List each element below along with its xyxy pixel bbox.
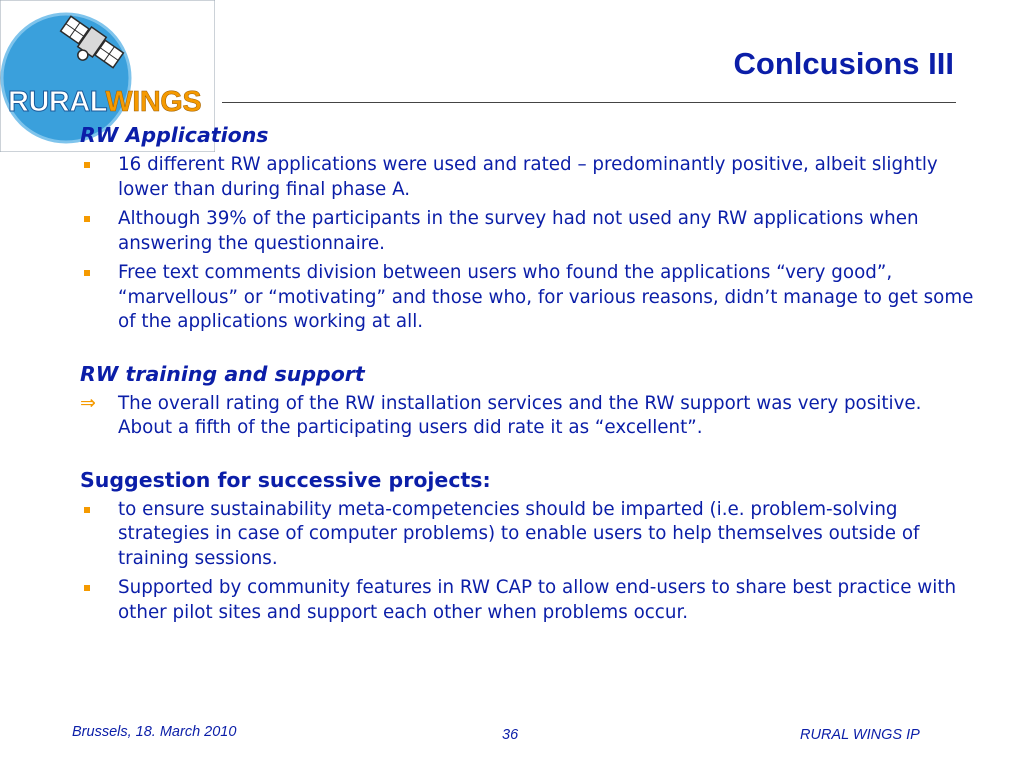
training-list xyxy=(80,392,980,441)
list-item xyxy=(80,392,980,441)
logo-text-rural: RURAL xyxy=(8,86,106,118)
page-title: Conlcusions III xyxy=(733,46,954,81)
square-bullet-icon xyxy=(84,507,90,513)
logo-text-wings: WINGS xyxy=(105,86,202,118)
spacer xyxy=(80,340,980,360)
section-heading-training: RW training and support xyxy=(80,361,365,386)
list-item xyxy=(80,153,980,202)
arrow-bullet-icon: ⇒ xyxy=(80,391,96,414)
suggestion-list xyxy=(80,498,980,626)
section-heading-applications: RW Applications xyxy=(80,123,269,147)
square-bullet-icon xyxy=(84,585,90,591)
list-item-text: to ensure sustainability meta-competencies should be imparted (i.e. problem-solving strategies in case of computer problems) to enable users to help themselves outside of training sessions. xyxy=(118,498,920,569)
list-item-text: Free text comments division between users who found the applications “very good”, “marvellous” or “motivating” and those who, for various reasons, didn’t manage to get some of the applications working at all. xyxy=(118,262,974,332)
spacer xyxy=(80,446,980,466)
square-bullet-icon xyxy=(84,162,90,168)
title-divider xyxy=(222,102,956,103)
list-item xyxy=(80,207,980,256)
list-item-text: 16 different RW applications were used and rated – predominantly positive, albeit slightly lower than during final phase A. xyxy=(118,154,938,200)
list-item xyxy=(80,576,980,625)
page-number: 36 xyxy=(502,727,519,743)
applications-list xyxy=(80,153,980,335)
list-item xyxy=(80,498,980,572)
slide-content xyxy=(80,121,980,630)
list-item-text: Supported by community features in RW CAP to allow end-users to share best practice with other pilot sites and support each other when problems occur. xyxy=(118,577,957,623)
square-bullet-icon xyxy=(84,270,90,276)
list-item-text: Although 39% of the participants in the survey had not used any RW applications when answering the questionnaire. xyxy=(118,208,919,254)
list-item-text: The overall rating of the RW installation services and the RW support was very positive. About a fifth of the participating users did rate it as “excellent”. xyxy=(118,392,922,438)
list-item xyxy=(80,261,980,335)
square-bullet-icon xyxy=(84,216,90,222)
footer-date: Brussels, 18. March 2010 xyxy=(72,724,237,740)
footer-project: RURAL WINGS IP xyxy=(800,727,920,743)
section-heading-suggestion: Suggestion for successive projects: xyxy=(80,467,491,492)
